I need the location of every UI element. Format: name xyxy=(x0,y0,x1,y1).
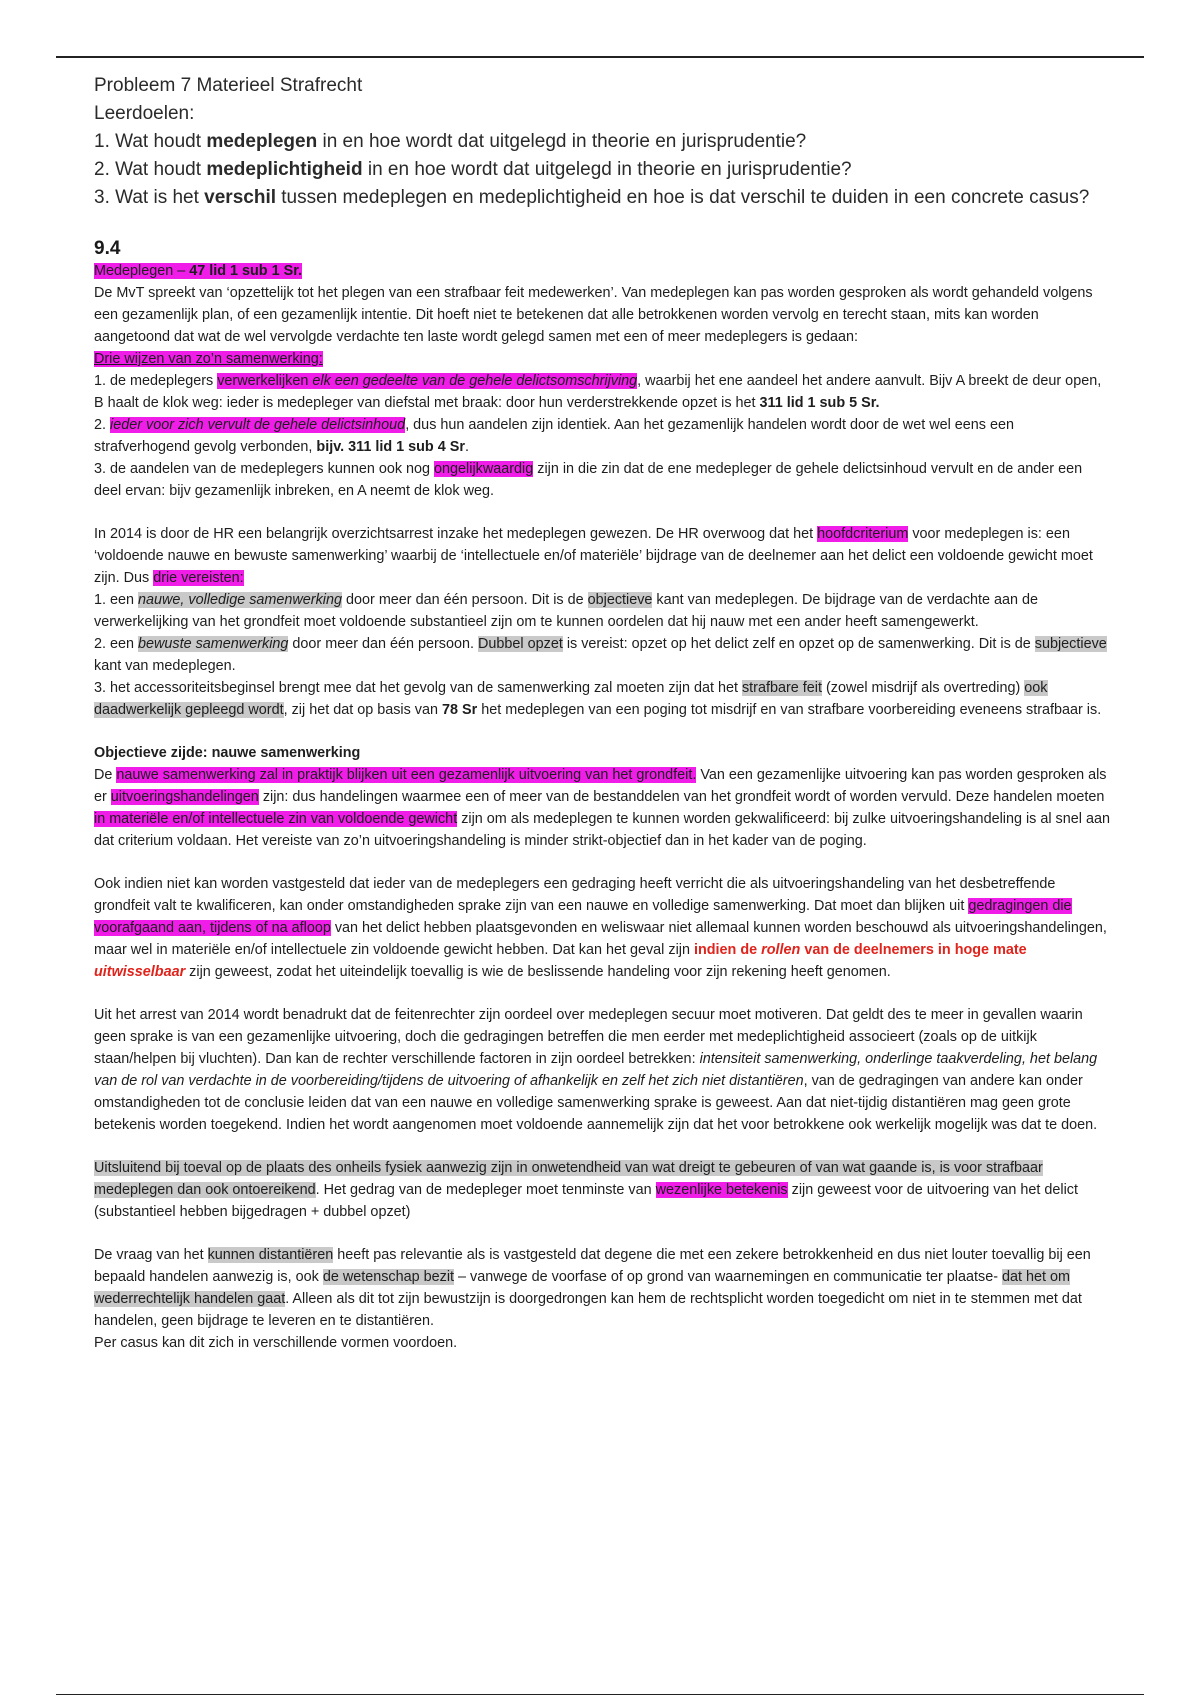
paragraph-intro: De MvT spreekt van ‘opzettelijk tot het plegen van een strafbaar feit medewerken’. Van medeplegen kan pas worden gesproken als wordt gehandeld volgens een gezamenlijk plan, of een gezamenlijk intentie. Dit hoeft niet te betekenen dat alle betrokkenen worden vervolg en terecht staan, mits kan worden aangetoond dat wat de wel vervolgde verdachte ten laste wordt gelegd samen met een of meer medeplegers is gedaan: xyxy=(94,285,1093,345)
way-1: 1. de medeplegers verwerkelijken elk een gedeelte van de gehele delictsomschrijving, waarbij het ene aandeel het andere aanvult. Bijv A breekt de deur open, B haalt de klok weg: ieder is medepleger van diefstal met braak: door hun verderstrekkende opzet is het 311 lid 1 sub 5 Sr. xyxy=(94,373,1102,411)
objective-side-heading: Objectieve zijde: nauwe samenwerking xyxy=(94,745,361,761)
goal-2: 2. Wat houdt medeplichtigheid in en hoe wordt dat uitgelegd in theorie en jurisprudentie? xyxy=(94,159,852,180)
way-3: 3. de aandelen van de medeplegers kunnen ook nog ongelijkwaardig zijn in die zin dat de ene medepleger de gehele delictsinhoud vervult en de ander een deel ervan: bijv gezamenlijk inbreken, en A neemt de klok weg. xyxy=(94,461,1083,499)
requirement-3: 3. het accessoriteitsbeginsel brengt mee dat het gevolg van de samenwerking zal moeten zijn dat het strafbare feit (zowel misdrijf als overtreding) ook daadwerkelijk gepleegd wordt, zij het dat op basis van 78 Sr het medeplegen van een poging tot misdrijf en van strafbare voorbereiding eveneens strafbaar is. xyxy=(94,680,1102,718)
requirement-1: 1. een nauwe, volledige samenwerking door meer dan één persoon. Dit is de objectieve kant van medeplegen. De bijdrage van de verdachte aan de verwerkelijking van het grondfeit moet voldoende substantieel zijn om te kunnen oordelen dat hij nauw met een ander heeft samengewerkt. xyxy=(94,592,1039,630)
way-2: 2. ieder voor zich vervult de gehele delictsinhoud, dus hun aandelen zijn identiek. Aan het gezamenlijk handelen wordt door de wet wel eens een strafverhogend gevolg verbonden, bijv. 311 lid 1 sub 4 Sr. xyxy=(94,417,1015,455)
paragraph-2014-arrest: In 2014 is door de HR een belangrijk overzichtsarrest inzake het medeplegen gewezen. De HR overwoog dat het hoofdcriterium voor medeplegen is: een ‘voldoende nauwe en bewuste samenwerking’ waarbij de ‘intellectuele en/of materiële’ bijdrage van de deelnemer aan het delict een voldoende gewicht moet zijn. Dus drie vereisten: xyxy=(94,526,1093,586)
section-heading: Medeplegen – 47 lid 1 sub 1 Sr. xyxy=(94,263,302,279)
paragraph-motivation: Uit het arrest van 2014 wordt benadrukt dat de feitenrechter zijn oordeel over medeplegen secuur moet motiveren. Dat geldt des te meer in gevallen waarin geen sprake is van een gezamenlijke uitvoering, doch die gedragingen betreffen die men eerder met medeplichtigheid associeert (zoals op de uitkijk staan/helpen bij vluchten). Dan kan de rechter verschillende factoren in zijn oordeel betrekken: intensiteit samenwerking, onderlinge taakverdeling, het belang van de rol van verdachte in de voorbereiding/tijdens de uitvoering of afhankelijk en zelf het zich niet distantiëren, van de gedragingen van andere kan onder omstandigheden tot de conclusie leiden dat van een nauwe en volledige samenwerking sprake is geweest. Aan dat niet-tijdig distantiëren mag geen grote betekenis worden toegekend. Indien het wordt aangenomen moet voldoende aannemelijk zijn dat het voor betrokkene ook werkelijk mogelijk was dat te doen. xyxy=(94,1007,1098,1133)
goals-label: Leerdoelen: xyxy=(94,103,195,124)
paragraph-objective: De nauwe samenwerking zal in praktijk blijken uit een gezamenlijk uitvoering van het grondfeit. Van een gezamenlijke uitvoering kan pas worden gesproken als er uitvoeringshandelingen zijn: dus handelingen waarmee een of meer van de bestanddelen van het grondfeit wordt of worden vervuld. Deze handelen moeten in materiële en/of intellectuele zin van voldoende gewicht zijn om als medeplegen te kunnen worden gekwalificeerd: bij zulke uitvoeringshandeling is al snel aan dat criterium voldaan. Het vereiste van zo’n uitvoeringshandeling is minder strikt-objectief dan in het kader van de poging. xyxy=(94,767,1110,849)
section-body xyxy=(94,260,1110,1354)
bottom-rule xyxy=(56,1694,1144,1695)
goal-1: 1. Wat houdt medeplegen in en hoe wordt dat uitgelegd in theorie en jurisprudentie? xyxy=(94,131,807,152)
document-title: Probleem 7 Materieel Strafrecht xyxy=(94,75,363,96)
goal-3: 3. Wat is het verschil tussen medeplegen en medeplichtigheid en hoe is dat verschil te duiden in een concrete casus? xyxy=(94,187,1090,208)
paragraph-distancing: De vraag van het kunnen distantiëren heeft pas relevantie als is vastgesteld dat degene die met een zekere betrokkenheid en dus niet louter toevallig bij een bepaald handelen aanwezig is, ook de wetenschap bezit – vanwege de voorfase of op grond van waarnemingen en communicatie ter plaatse- dat het om wederrechtelijk handelen gaat. Alleen als dit tot zijn bewustzijn is doorgedrongen kan hem de rechtsplicht worden toegedicht om niet in te stemmen met dat handelen, geen bijdrage te leveren en te distantiëren. xyxy=(94,1247,1091,1329)
requirement-2: 2. een bewuste samenwerking door meer dan één persoon. Dubbel opzet is vereist: opzet op het delict zelf en opzet op de samenwerking. Dit is de subjectieve kant van medeplegen. xyxy=(94,636,1107,674)
section-number: 9.4 xyxy=(94,238,121,259)
top-rule xyxy=(56,56,1144,58)
learning-goals xyxy=(94,72,1110,212)
paragraph-cooperation: Ook indien niet kan worden vastgesteld dat ieder van de medeplegers een gedraging heeft verricht die als uitvoeringshandeling van het desbetreffende grondfeit valt te kwalificeren, kan onder omstandigheden sprake zijn van een nauwe en volledige samenwerking. Dat moet dan blijken uit gedragingen die voorafgaand aan, tijdens of na afloop van het delict hebben plaatsgevonden en weliswaar niet allemaal kunnen worden beschouwd als uitvoeringshandelingen, maar wel in materiële en/of intellectuele zin voldoende gewicht hebben. Dat kan het geval zijn indien de rollen van de deelnemers in hoge mate uitwisselbaar zijn geweest, zodat het uiteindelijk toevallig is wie de beslissende handeling voor zijn rekening heeft genomen. xyxy=(94,876,1107,980)
ways-label: Drie wijzen van zo’n samenwerking: xyxy=(94,351,323,367)
paragraph-coincidence: Uitsluitend bij toeval op de plaats des onheils fysiek aanwezig zijn in onwetendheid van wat dreigt te gebeuren of van wat gaande is, is voor strafbaar medeplegen dan ook ontoereikend. Het gedrag van de medepleger moet tenminste van wezenlijke betekenis zijn geweest voor de uitvoering van het delict (substantieel hebben bijgedragen + dubbel opzet) xyxy=(94,1160,1079,1220)
paragraph-closing: Per casus kan dit zich in verschillende vormen voordoen. xyxy=(94,1335,458,1351)
document-page xyxy=(94,72,1110,1354)
